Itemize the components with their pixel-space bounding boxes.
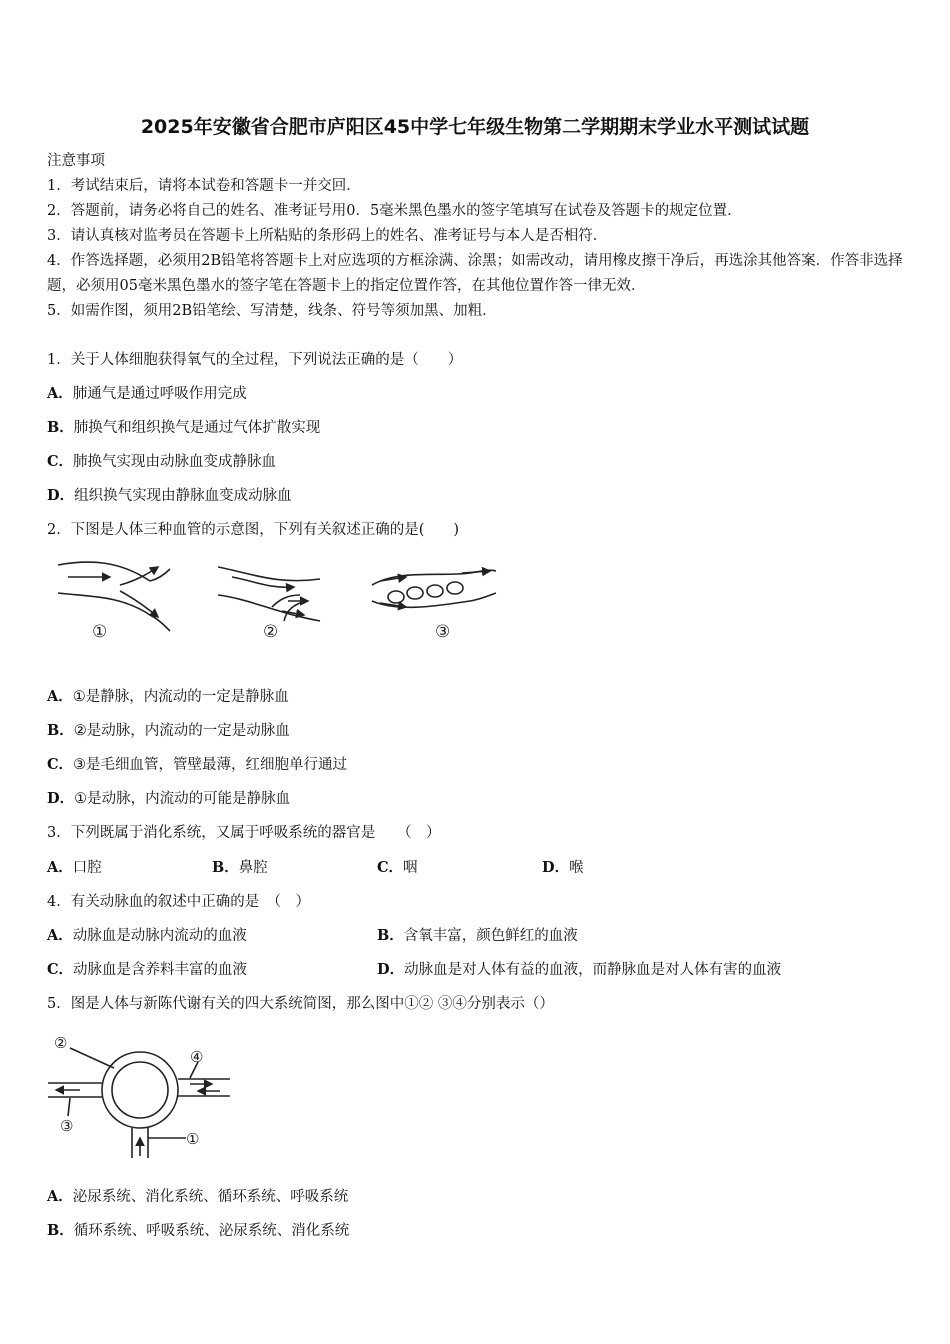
q3-option-b[interactable]	[212, 857, 268, 879]
option-text: ①是静脉，内流动的一定是静脉血	[72, 689, 289, 705]
q4-option-b[interactable]	[377, 925, 578, 947]
option-key: B．	[47, 419, 74, 436]
option-text: ①是动脉，内流动的可能是静脉血	[74, 791, 291, 807]
q1-stem: 1．关于人体细胞获得氧气的全过程，下列说法正确的是（ ）	[47, 352, 463, 368]
q1-option-a[interactable]	[47, 383, 247, 405]
q4-stem: 4．有关动脉血的叙述中正确的是 （ ）	[47, 894, 310, 910]
q3-stem: 3．下列既属于消化系统，又属于呼吸系统的器官是 （ ）	[47, 825, 441, 841]
option-key: A．	[47, 1188, 73, 1205]
q2-stem: 2．下图是人体三种血管的示意图，下列有关叙述正确的是( )	[47, 522, 460, 538]
notice-heading: 注意事项	[47, 153, 105, 169]
q5-stem: 5．图是人体与新陈代谢有关的四大系统简图，那么图中①② ③④分别表示（）	[47, 996, 554, 1012]
notice-item-4: 4．作答选择题，必须用2B铅笔将答题卡上对应选项的方框涂满、涂黑；如需改动，请用橡皮擦干净后，再选涂其他答案．作答非选择题，必须用05毫米黑色墨水的签字笔在答题卡上的指定位置作答，在其他位置作答一律无效．	[47, 253, 903, 294]
metabolism-systems-figure	[40, 1028, 230, 1163]
page-title: 2025年安徽省合肥市庐阳区45中学七年级生物第二学期期末学业水平测试试题	[140, 116, 810, 138]
option-text: 鼻腔	[238, 860, 268, 876]
outer-ring	[102, 1052, 178, 1128]
q2-option-d[interactable]	[47, 788, 290, 810]
option-key: A．	[47, 927, 73, 944]
option-key: C．	[377, 859, 404, 876]
q5-option-b[interactable]	[47, 1220, 349, 1242]
vessel-2	[218, 567, 320, 621]
label-4: ④	[190, 1048, 204, 1066]
label-2: ②	[54, 1034, 68, 1052]
q1-option-b[interactable]	[47, 417, 320, 439]
q4-option-c[interactable]	[47, 959, 247, 981]
inner-ring	[112, 1062, 168, 1118]
option-key: D．	[47, 487, 75, 504]
blood-vessel-figure	[50, 555, 510, 645]
q2-option-b[interactable]	[47, 720, 290, 742]
vessel-3	[372, 570, 496, 607]
vessel-1	[58, 562, 170, 631]
option-text: 动脉血是对人体有益的血液，而静脉血是对人体有害的血液	[404, 962, 782, 978]
vessel-2-label: ②	[263, 622, 279, 642]
q5-option-a[interactable]	[47, 1186, 348, 1208]
q3-option-a[interactable]	[47, 857, 102, 879]
q3-option-d[interactable]	[542, 857, 584, 879]
option-key: C．	[47, 756, 74, 773]
option-text: 组织换气实现由静脉血变成动脉血	[74, 488, 292, 504]
notice-item-3: 3．请认真核对监考员在答题卡上所粘贴的条形码上的姓名、准考证号与本人是否相符．	[47, 228, 608, 244]
option-key: A．	[47, 859, 73, 876]
option-text: 喉	[569, 860, 584, 876]
q4-option-a[interactable]	[47, 925, 247, 947]
option-key: C．	[47, 961, 74, 978]
q1-option-d[interactable]	[47, 485, 292, 507]
option-text: ③是毛细血管，管壁最薄，红细胞单行通过	[73, 757, 348, 773]
option-text: 泌尿系统、消化系统、循环系统、呼吸系统	[72, 1189, 349, 1205]
option-key: B．	[212, 859, 239, 876]
option-text: 咽	[403, 860, 418, 876]
label-3: ③	[60, 1117, 74, 1135]
option-text: 口腔	[72, 860, 102, 876]
option-key: A．	[47, 385, 73, 402]
option-text: 循环系统、呼吸系统、泌尿系统、消化系统	[73, 1223, 350, 1239]
q1-option-c[interactable]	[47, 451, 276, 473]
notice-item-5: 5．如需作图，须用2B铅笔绘、写清楚，线条、符号等须加黑、加粗．	[47, 303, 497, 319]
option-key: D．	[47, 790, 75, 807]
label-1: ①	[186, 1130, 200, 1148]
option-text: 动脉血是动脉内流动的血液	[72, 928, 247, 944]
option-key: A．	[47, 688, 73, 705]
option-key: C．	[47, 453, 74, 470]
option-text: 动脉血是含养料丰富的血液	[73, 962, 248, 978]
option-text: 肺换气实现由动脉血变成静脉血	[73, 454, 277, 470]
option-text: 含氧丰富，颜色鲜红的血液	[403, 928, 578, 944]
option-text: 肺换气和组织换气是通过气体扩散实现	[73, 420, 321, 436]
option-key: D．	[377, 961, 405, 978]
q2-option-c[interactable]	[47, 754, 347, 776]
q4-option-d[interactable]	[377, 959, 781, 981]
q2-option-a[interactable]	[47, 686, 289, 708]
option-key: B．	[47, 722, 74, 739]
option-key: B．	[47, 1222, 74, 1239]
vessel-1-label: ①	[92, 622, 108, 642]
q3-option-c[interactable]	[377, 857, 418, 879]
option-text: ②是动脉，内流动的一定是动脉血	[73, 723, 290, 739]
notice-item-2: 2．答题前，请务必将自己的姓名、准考证号用0．5毫米黑色墨水的签字笔填写在试卷及答题卡的规定位置．	[47, 203, 742, 219]
notice-item-1: 1．考试结束后，请将本试卷和答题卡一并交回．	[47, 178, 361, 194]
option-text: 肺通气是通过呼吸作用完成	[72, 386, 247, 402]
option-key: B．	[377, 927, 404, 944]
vessel-3-label: ③	[435, 622, 451, 642]
option-key: D．	[542, 859, 570, 876]
